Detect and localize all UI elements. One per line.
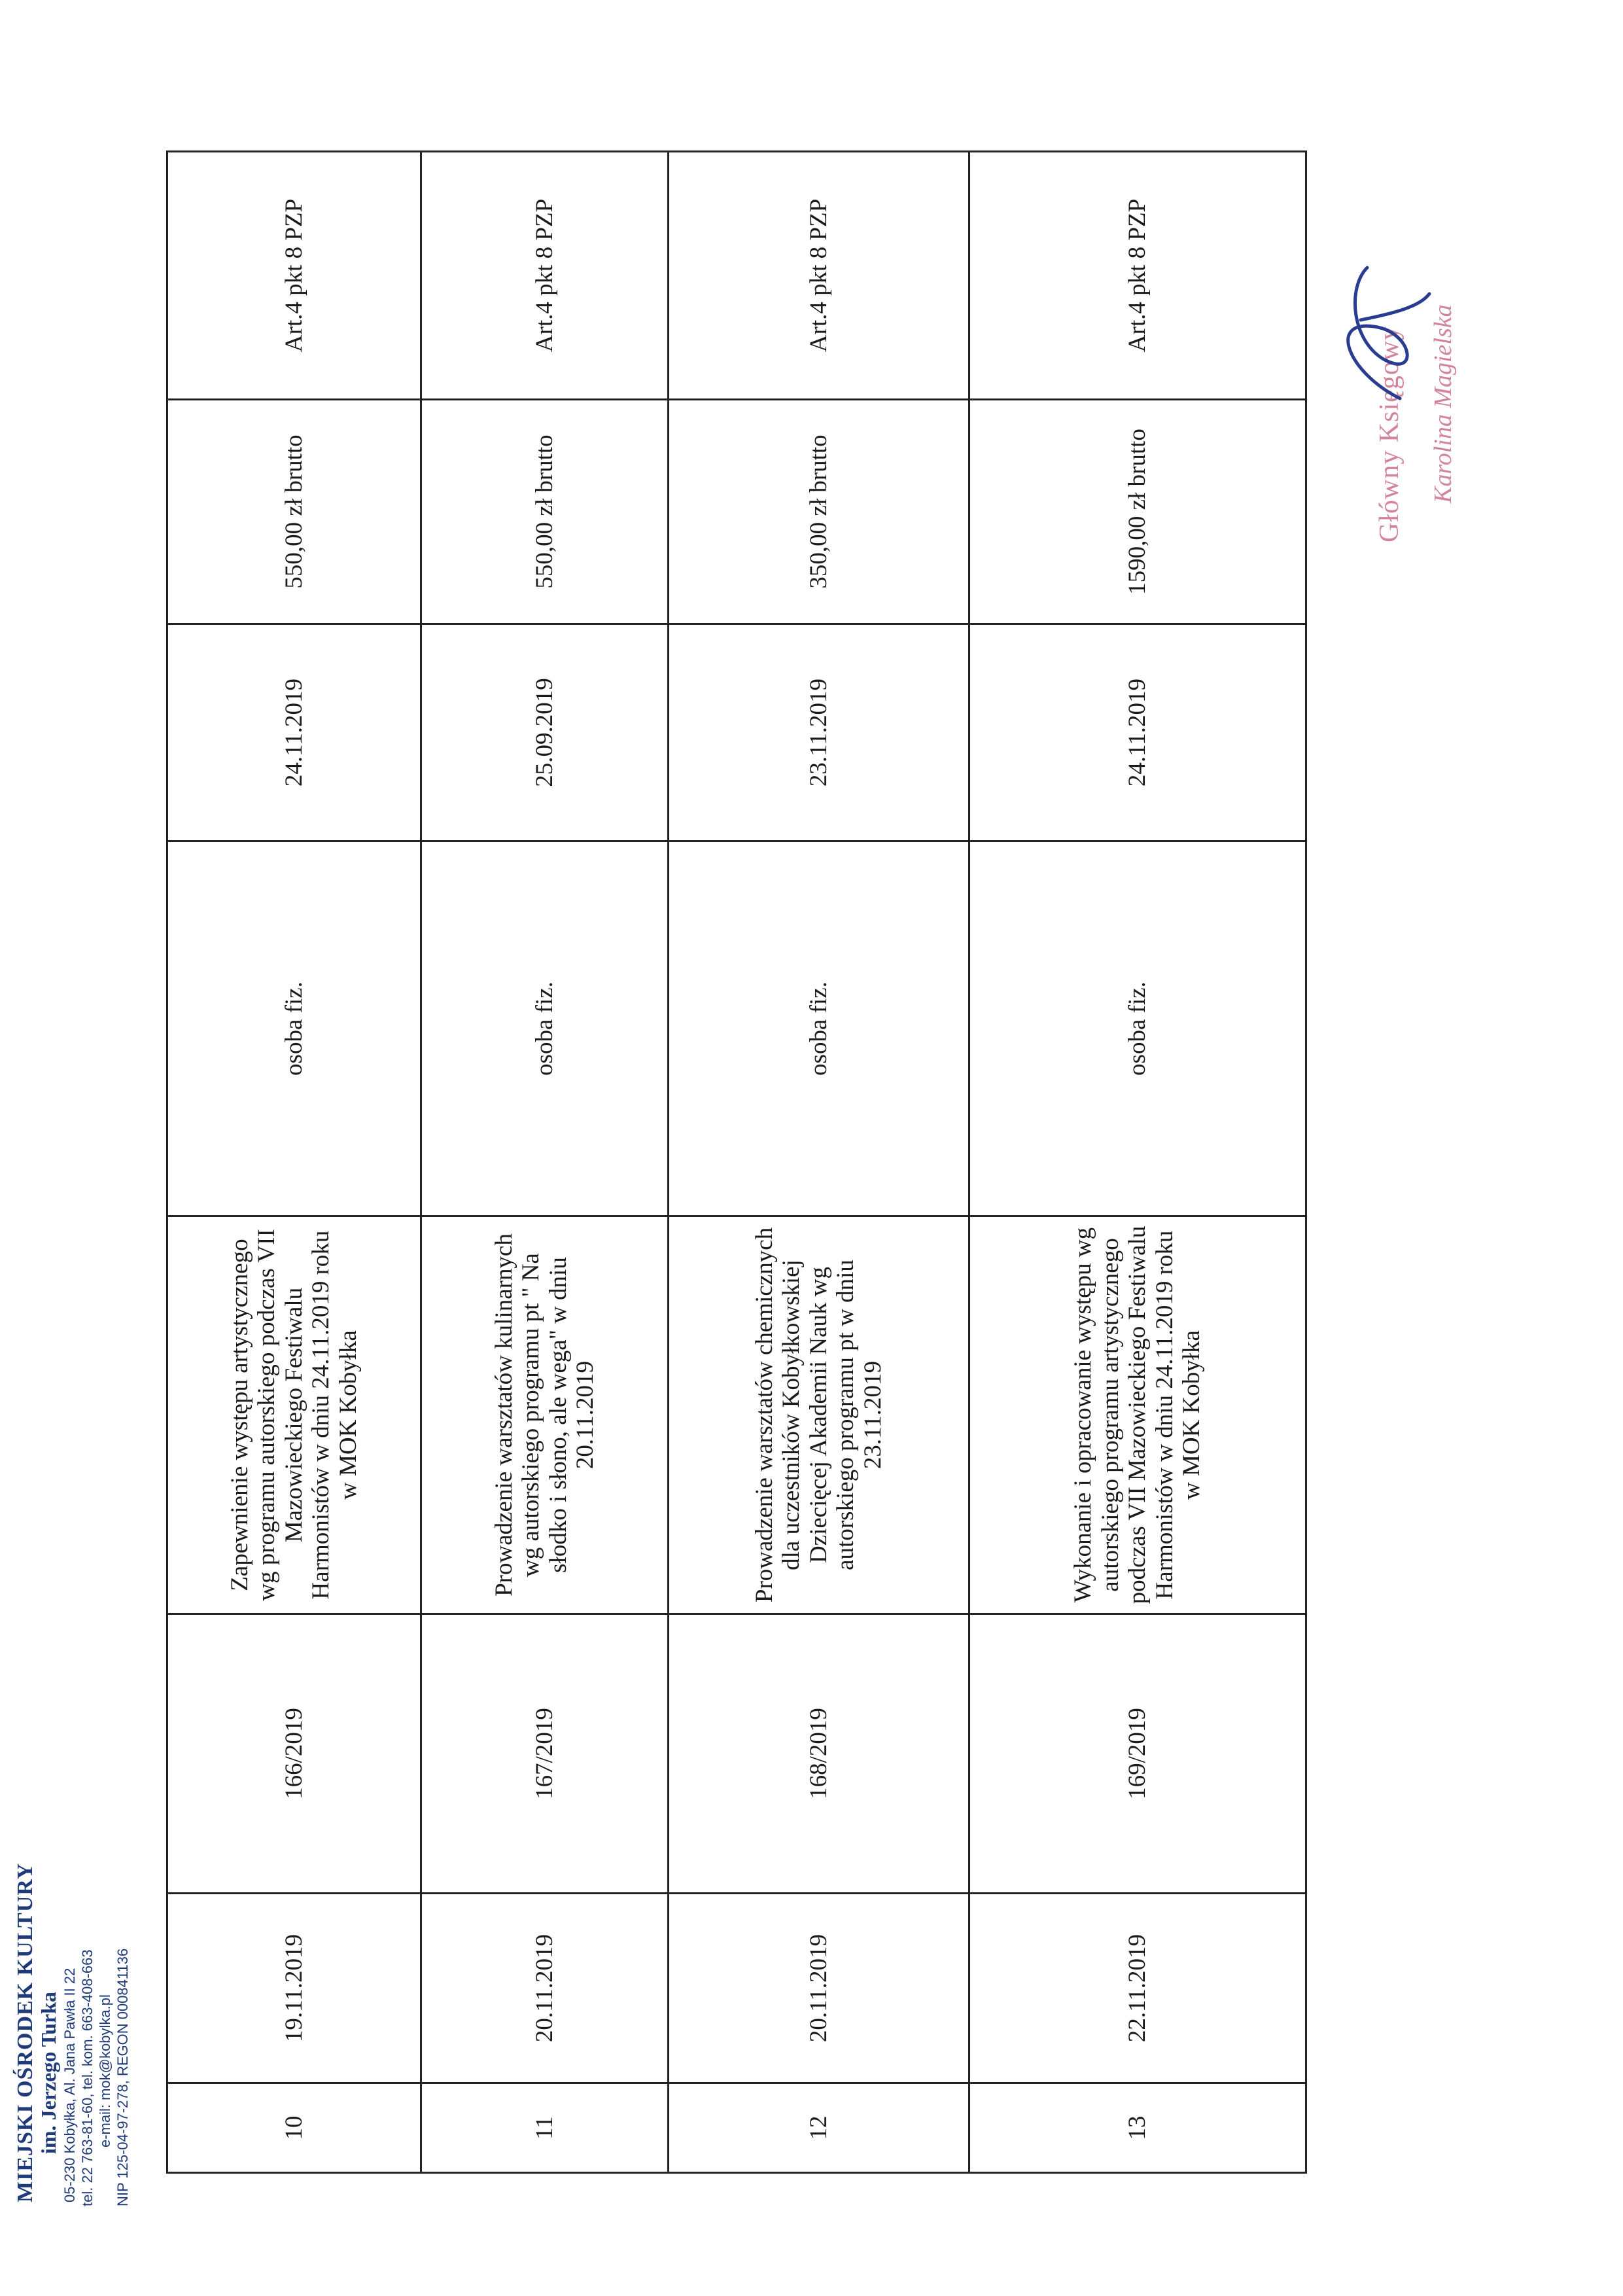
cell-term: 25.09.2019 xyxy=(421,624,669,841)
cell-description: Prowadzenie warsztatów chemicznych dla uczestników Kobyłkowskiej Dziecięcej Akademii Nauk wg autorskiego programu pt w dniu 23.11.2019 xyxy=(669,1216,969,1614)
table-row xyxy=(969,152,1306,2173)
signature-scribble xyxy=(1321,248,1439,418)
cell-term: 23.11.2019 xyxy=(669,624,969,841)
cell-date: 22.11.2019 xyxy=(969,1894,1306,2083)
cell-legal-basis: Art.4 pkt 8 PZP xyxy=(669,152,969,400)
cell-contractor: osoba fiz. xyxy=(969,841,1306,1216)
cell-amount: 550,00 zł brutto xyxy=(421,400,669,624)
contracts-table xyxy=(166,150,1307,2174)
cell-legal-basis: Art.4 pkt 8 PZP xyxy=(421,152,669,400)
cell-date: 19.11.2019 xyxy=(167,1894,421,2083)
cell-amount: 350,00 zł brutto xyxy=(669,400,969,624)
institution-header xyxy=(13,1748,131,2206)
cell-contractor: osoba fiz. xyxy=(421,841,669,1216)
cell-lp: 10 xyxy=(167,2083,421,2173)
org-address: 05-230 Kobyłka, Al. Jana Pawła II 22 xyxy=(61,1968,78,2202)
org-name: MIEJSKI OŚRODEK KULTURY xyxy=(13,1862,37,2202)
cell-date: 20.11.2019 xyxy=(669,1894,969,2083)
cell-date: 20.11.2019 xyxy=(421,1894,669,2083)
org-ids: NIP 125-04-97-278, REGON 000841136 xyxy=(114,1948,131,2206)
stamp-title: Główny Księgowy xyxy=(1374,325,1405,542)
cell-legal-basis: Art.4 pkt 8 PZP xyxy=(167,152,421,400)
cell-term: 24.11.2019 xyxy=(167,624,421,841)
cell-number: 169/2019 xyxy=(969,1614,1306,1894)
cell-contractor: osoba fiz. xyxy=(167,841,421,1216)
cell-amount: 1590,00 zł brutto xyxy=(969,400,1306,624)
cell-amount: 550,00 zł brutto xyxy=(167,400,421,624)
table-row xyxy=(669,152,969,2173)
cell-lp: 12 xyxy=(669,2083,969,2173)
cell-lp: 13 xyxy=(969,2083,1306,2173)
cell-legal-basis: Art.4 pkt 8 PZP xyxy=(969,152,1306,400)
org-phone: tel. 22 763-81-60, tel. kom. 663-408-663 xyxy=(79,1949,96,2206)
cell-description: Wykonanie i opracowanie występu wg autorskiego programu artystycznego podczas VII Mazowieckiego Festiwalu Harmonistów w dniu 24.11.2019 roku w MOK Kobyłka xyxy=(969,1216,1306,1614)
stamp-name: Karolina Magielska xyxy=(1429,304,1457,503)
org-patron: im. Jerzego Turka xyxy=(37,1992,60,2154)
cell-description: Zapewnienie występu artystycznego wg programu autorskiego podczas VII Mazowieckiego Festiwalu Harmonistów w dniu 24.11.2019 roku w MOK Kobyłka xyxy=(167,1216,421,1614)
cell-description: Prowadzenie warsztatów kulinarnych wg autorskiego programu pt " Na słodko i słono, ale wega" w dniu 20.11.2019 xyxy=(421,1216,669,1614)
cell-contractor: osoba fiz. xyxy=(669,841,969,1216)
cell-term: 24.11.2019 xyxy=(969,624,1306,841)
cell-number: 167/2019 xyxy=(421,1614,669,1894)
cell-lp: 11 xyxy=(421,2083,669,2173)
cell-number: 166/2019 xyxy=(167,1614,421,1894)
table-row xyxy=(421,152,669,2173)
table-row xyxy=(167,152,421,2173)
org-email: e-mail: mok@kobylka.pl xyxy=(97,1994,113,2147)
cell-number: 168/2019 xyxy=(669,1614,969,1894)
